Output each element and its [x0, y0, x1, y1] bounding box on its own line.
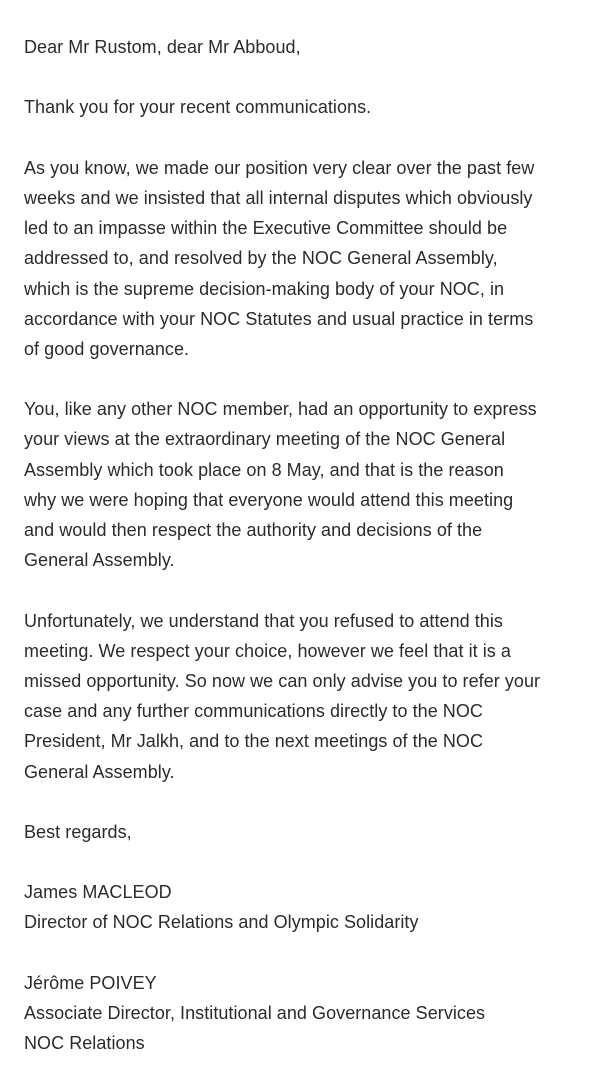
- paragraph-line: led to an impasse within the Executive Committee should be: [24, 218, 508, 239]
- signatory-name: Jérôme POIVEY: [24, 972, 157, 993]
- paragraph-line: missed opportunity. So now we can only advise you to refer your: [24, 670, 541, 691]
- paragraph-refusal: [24, 606, 600, 787]
- paragraph-line: Assembly which took place on 8 May, and that is the reason: [24, 459, 504, 480]
- closing: Best regards,: [24, 821, 132, 842]
- paragraph-general-assembly: [24, 394, 600, 575]
- paragraph-line: which is the supreme decision-making body of your NOC, in: [24, 278, 505, 299]
- paragraph-line: and would then respect the authority and decisions of the: [24, 520, 483, 540]
- paragraph-line: President, Mr Jalkh, and to the next meetings of the NOC: [24, 731, 484, 752]
- letter-body: [24, 0, 600, 1058]
- paragraph-line: As you know, we made our position very clear over the past few: [24, 157, 535, 178]
- salutation: Dear Mr Rustom, dear Mr Abboud,: [24, 37, 301, 57]
- paragraph-line: General Assembly.: [24, 761, 175, 782]
- paragraph-line: Unfortunately, we understand that you refused to attend this: [24, 610, 503, 631]
- signatory-block-2: [24, 968, 600, 1059]
- paragraph-line: accordance with your NOC Statutes and usual practice in terms: [24, 308, 534, 329]
- signatory-title: Director of NOC Relations and Olympic Solidarity: [24, 912, 419, 933]
- paragraph-line: You, like any other NOC member, had an opportunity to express: [24, 399, 537, 420]
- paragraph-line: case and any further communications directly to the NOC: [24, 701, 483, 722]
- paragraph-position: [24, 153, 600, 364]
- signatory-department: NOC Relations: [24, 1033, 145, 1054]
- paragraph-line: addressed to, and resolved by the NOC General Assembly,: [24, 248, 498, 269]
- paragraph-line: weeks and we insisted that all internal disputes which obviously: [24, 187, 533, 208]
- signatory-name: James MACLEOD: [24, 882, 172, 903]
- signatory-title: Associate Director, Institutional and Governance Services: [24, 1003, 486, 1023]
- paragraph-thanks-line: Thank you for your recent communications.: [24, 97, 372, 118]
- paragraph-line: your views at the extraordinary meeting of the NOC General: [24, 429, 506, 450]
- paragraph-line: why we were hoping that everyone would attend this meeting: [24, 489, 514, 510]
- paragraph-line: of good governance.: [24, 338, 190, 359]
- signatory-block-1: [24, 877, 600, 937]
- paragraph-line: General Assembly.: [24, 550, 175, 571]
- paragraph-line: meeting. We respect your choice, however we feel that it is a: [24, 640, 511, 661]
